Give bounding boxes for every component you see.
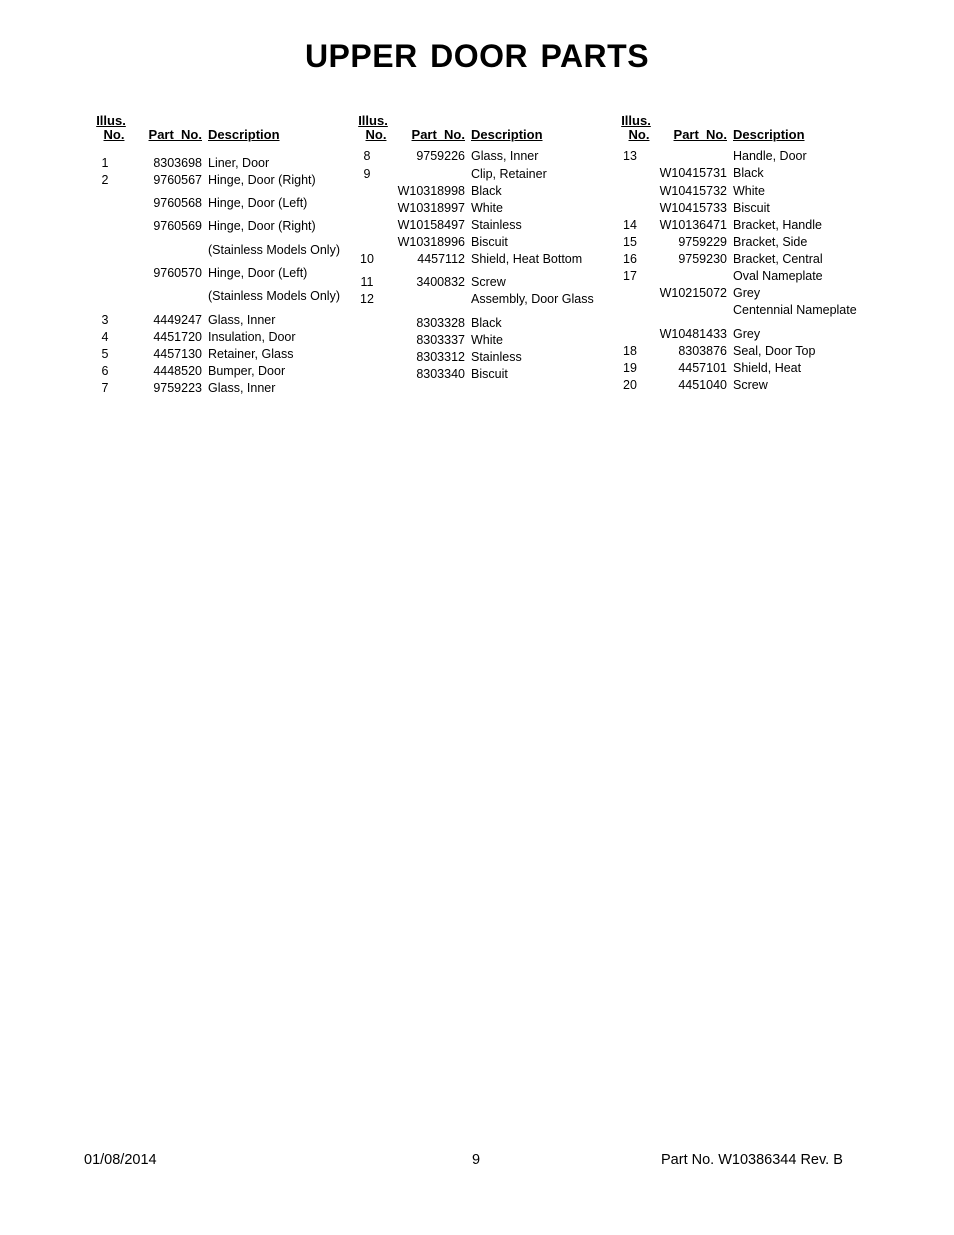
part-number: 4451720 [153,330,202,344]
part-description: (Stainless Models Only) [208,289,340,303]
illus-number: 18 [623,344,637,358]
header-illus-no: No. [365,127,387,142]
part-description: Shield, Heat Bottom [471,252,583,266]
header-part-no: Part No. [673,127,727,142]
part-number: W10415732 [659,184,727,198]
illus-number: 16 [623,252,637,266]
illus-number: 3 [101,313,109,327]
part-description: Bracket, Handle [733,218,822,232]
part-number: 8303340 [416,367,465,381]
part-description: Stainless [471,350,522,364]
part-number: 4457130 [153,347,202,361]
part-description: Black [733,166,764,180]
footer-date: 01/08/2014 [84,1152,157,1168]
part-number: 8303312 [416,350,465,364]
illus-number: 8 [363,149,371,163]
part-description: Screw [471,275,506,289]
part-number: W10318996 [397,235,465,249]
part-description: Bracket, Central [733,252,823,266]
part-number: 8303698 [153,156,202,170]
illus-number: 1 [101,156,109,170]
part-number: W10215072 [659,286,727,300]
header-description: Description [208,127,280,142]
part-description: Biscuit [471,235,508,249]
illus-number: 10 [360,252,374,266]
part-number: 4451040 [678,378,727,392]
part-description: Glass, Inner [471,149,539,163]
illus-number: 14 [623,218,637,232]
illus-number: 11 [360,275,374,289]
part-number: 9759230 [678,252,727,266]
illus-number: 17 [623,269,637,283]
footer-page-number: 9 [472,1152,481,1168]
part-description: Hinge, Door (Left) [208,196,308,210]
part-description: Stainless [471,218,522,232]
part-number: 9760570 [153,266,202,280]
header-illus-no: No. [628,127,650,142]
header-illus: Illus. [621,113,651,128]
part-number: 4449247 [153,313,202,327]
illus-number: 4 [101,330,109,344]
part-description: Glass, Inner [208,381,276,395]
part-description: Centennial Nameplate [733,303,857,317]
header-part-no: Part No. [148,127,202,142]
header-description: Description [733,127,805,142]
part-description: Retainer, Glass [208,347,294,361]
part-description: Glass, Inner [208,313,276,327]
part-description: Shield, Heat [733,361,802,375]
part-description: Screw [733,378,768,392]
part-description: Hinge, Door (Right) [208,173,316,187]
illus-number: 7 [101,381,109,395]
part-description: Black [471,316,502,330]
part-number: W10415731 [659,166,727,180]
illus-number: 5 [101,347,109,361]
part-description: Liner, Door [208,156,270,170]
part-number: W10136471 [659,218,727,232]
part-description: (Stainless Models Only) [208,243,340,257]
header-description: Description [471,127,543,142]
part-description: Biscuit [471,367,508,381]
header-part-no: Part No. [411,127,465,142]
part-description: Bracket, Side [733,235,808,249]
illus-number: 6 [101,364,109,378]
page-title: UPPER DOOR PARTS [304,38,650,74]
illus-number: 2 [101,173,109,187]
part-description: Oval Nameplate [733,269,823,283]
part-number: 4448520 [153,364,202,378]
part-number: 9759229 [678,235,727,249]
part-description: Assembly, Door Glass [471,292,594,306]
illus-number: 20 [623,378,637,392]
part-description: Bumper, Door [208,364,286,378]
part-number: W10481433 [659,327,727,341]
illus-number: 12 [360,292,374,306]
part-description: Biscuit [733,201,770,215]
header-illus: Illus. [96,113,126,128]
part-description: Hinge, Door (Right) [208,219,316,233]
header-illus: Illus. [358,113,388,128]
part-description: Seal, Door Top [733,344,816,358]
part-number: W10158497 [397,218,465,232]
header-illus-no: No. [103,127,125,142]
part-number: 4457112 [417,252,465,266]
part-number: 9759223 [153,381,202,395]
part-number: 8303337 [416,333,465,347]
part-number: W10318998 [397,184,465,198]
part-description: White [471,333,503,347]
part-number: 9760567 [153,173,202,187]
part-description: Handle, Door [733,149,807,163]
illus-number: 19 [623,361,637,375]
part-number: 3400832 [416,275,465,289]
illus-number: 13 [623,149,637,163]
part-description: Insulation, Door [208,330,296,344]
part-number: 9760568 [153,196,202,210]
part-number: 8303328 [416,316,465,330]
part-number: 8303876 [678,344,727,358]
part-number: 9759226 [416,149,465,163]
part-description: Black [471,184,502,198]
part-description: Clip, Retainer [471,167,547,181]
part-description: Grey [733,327,761,341]
part-description: White [471,201,503,215]
part-number: W10318997 [397,201,465,215]
part-number: W10415733 [659,201,727,215]
footer-part-number: Part No. W10386344 Rev. B [661,1152,843,1168]
part-description: White [733,184,765,198]
illus-number: 9 [363,167,371,181]
part-number: 9760569 [153,219,202,233]
part-description: Hinge, Door (Left) [208,266,308,280]
part-number: 4457101 [678,361,727,375]
part-description: Grey [733,286,761,300]
illus-number: 15 [623,235,637,249]
